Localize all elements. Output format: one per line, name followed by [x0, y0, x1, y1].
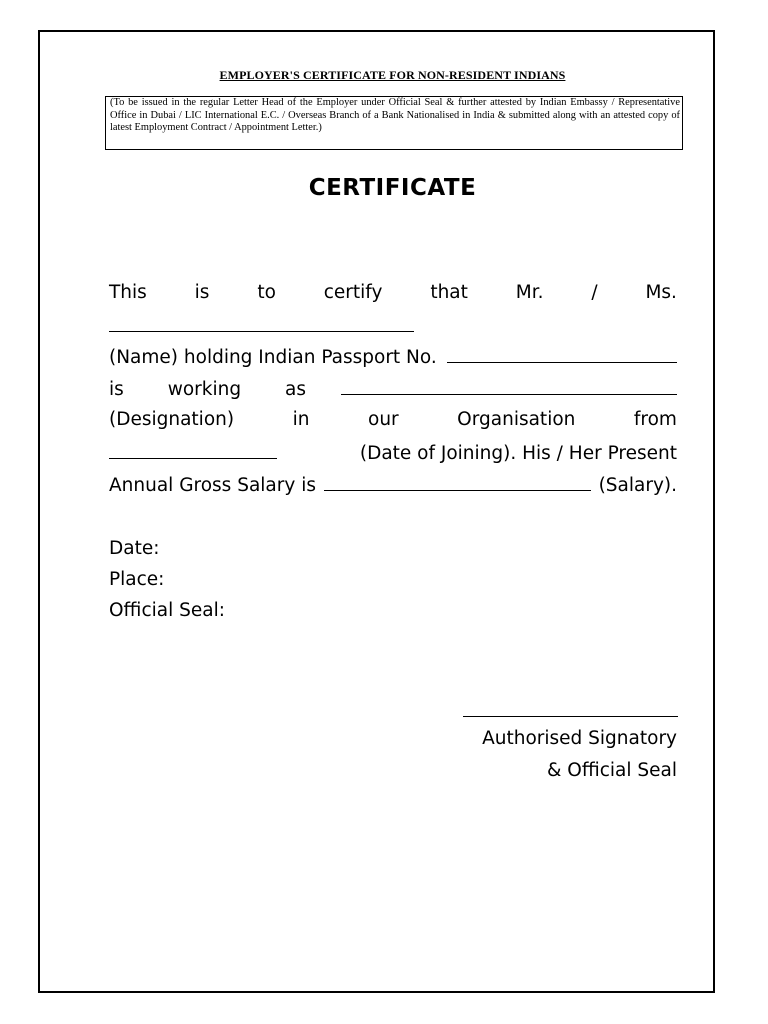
date-of-joining-blank[interactable] — [109, 436, 277, 459]
word: from — [633, 409, 677, 430]
salary-line — [109, 468, 677, 500]
joining-line — [109, 436, 677, 468]
designation-line — [109, 404, 677, 436]
word: to — [257, 282, 276, 303]
authorised-signatory: Authorised Signatory — [482, 728, 677, 749]
name-line — [109, 309, 677, 341]
instruction-box: (To be issued in the regular Letter Head of the Employer under Official Seal & further attested by Indian Embassy / Representative Office in Dubai / LIC International E.C. / Overseas Branch of a Bank Nationalised in India & submitted along with an attested copy of latest Employment Contract / Appointment Letter.) — [105, 96, 683, 150]
name-passport-label: (Name) holding Indian Passport No. — [109, 347, 437, 368]
passport-line — [109, 340, 677, 372]
official-seal-text: & Official Seal — [546, 760, 677, 781]
word: our — [368, 409, 399, 430]
word: certify — [323, 282, 383, 303]
word: working — [167, 379, 242, 400]
word: / — [591, 282, 598, 303]
word: Organisation — [457, 409, 576, 430]
working-as-words — [109, 374, 306, 406]
date-label: Date: — [109, 538, 160, 559]
word: is — [194, 282, 210, 303]
name-blank[interactable] — [109, 309, 414, 332]
signature-line[interactable] — [463, 716, 678, 717]
certificate-title: CERTIFICATE — [308, 175, 477, 201]
passport-number-blank[interactable] — [447, 340, 677, 363]
place-label: Place: — [109, 569, 165, 590]
salary-blank[interactable] — [324, 468, 591, 491]
word: that — [430, 282, 468, 303]
word: in — [292, 409, 310, 430]
word: Ms. — [645, 282, 677, 303]
word: Mr. — [515, 282, 544, 303]
working-as-line — [109, 372, 677, 404]
word: as — [285, 379, 306, 400]
document-heading: EMPLOYER'S CERTIFICATE FOR NON-RESIDENT INDIANS — [219, 68, 566, 82]
word: This — [109, 282, 147, 303]
certify-line — [109, 277, 677, 309]
designation-blank[interactable] — [341, 372, 677, 395]
word: (Designation) — [109, 409, 235, 430]
salary-suffix: (Salary). — [598, 475, 677, 496]
salary-prefix: Annual Gross Salary is — [109, 475, 316, 496]
official-seal-label: Official Seal: — [109, 600, 225, 621]
word: is — [109, 379, 124, 400]
date-of-joining-text: (Date of Joining). His / Her Present — [359, 443, 677, 464]
